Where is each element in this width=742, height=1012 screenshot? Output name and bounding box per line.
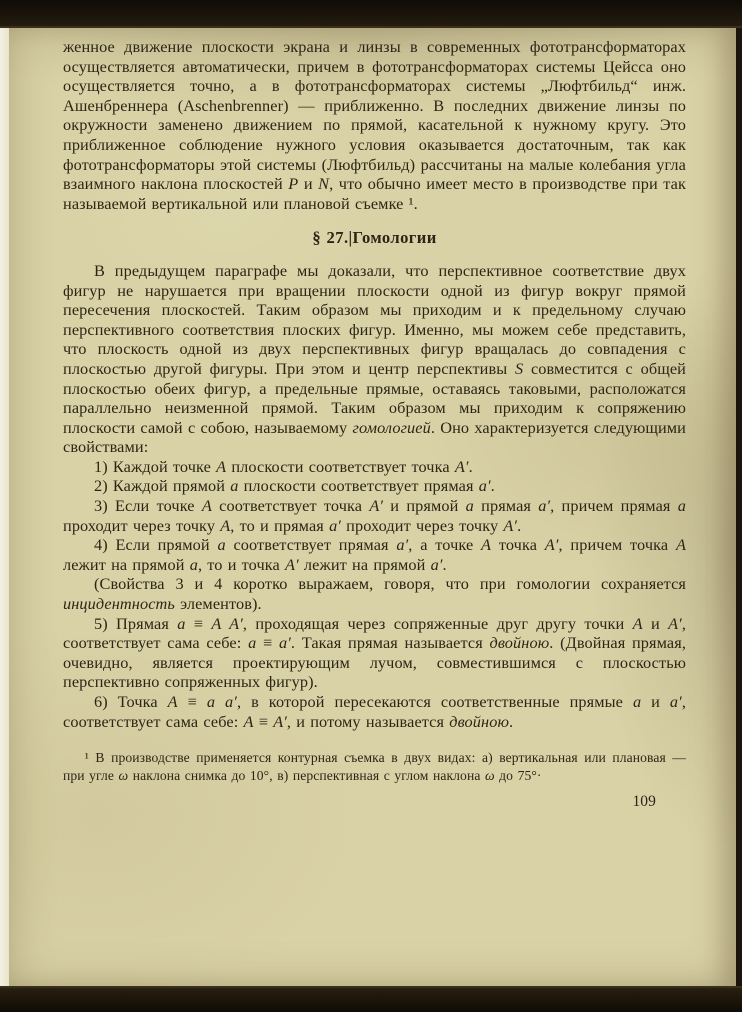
scan-edge-left [0,0,9,1012]
property-item-4: 4) Если прямой a соответствует прямая a′, а точке A точка A′, причем точка A лежит на прямой a, то и точка A′ лежит на прямой a′. [63,535,687,574]
paragraph-intro: В предыдущем параграфе мы доказали, что перспективное соответствие двух фигур не нарушается при вращении плоскости одной из фигур вокруг прямой пересечения плоскостей. Таким образом мы приходим и к предельному случаю перспективного соответствия плоских фигур. Именно, мы можем себе представить, что плоскость одной из двух перспективных фигур вращалась до совпадения с плоскостью другой фигуры. При этом и центр перспективы S совместится с общей плоскостью обеих фигур, а предельные прямые, оставаясь таковыми, расположатся параллельно неизменной прямой. Таким образом мы приходим к сопряжению плоскости самой с собою, называемому гомологией. Оно характеризуется следующими свойствами: [63,260,686,457]
scan-border-bottom [0,986,742,1012]
property-item-5: 5) Прямая a ≡ A A′, проходящая через сопряженные друг другу точки A и A′, соответствует сама себе: a ≡ a′. Такая прямая называется двойною. (Двойная прямая, очевидно, является проектирующим лучом, совместившимся с плоскостью перспективно сопряженных фигур). [63,613,687,692]
scan-border-top [0,0,742,28]
footnote: ¹ В производстве применяется контурная съемка в двух видах: а) вертикальная или плановая — при угле ω наклона снимка до 10°, в) перспективная с углом наклона ω до 75°· [63,750,686,783]
paragraph-continuation: женное движение плоскости экрана и линзы в современных фототрансформаторах осуществляется автоматически, причем в фототрансформаторах системы Цейсса оно осуществляется точно, а в фототрансформаторах системы „Люфтбильд“ инж. Ашенбреннера (Aschenbrenner) — приближенно. В последних движение линзы по окружности заменено движением по прямой, касательной к нужному кругу. Это приближенное соблюдение нужного условия оказывается достаточным, так как фототрансформаторы этой системы (Люфтбильд) рассчитаны на малые колебания угла взаимного наклона плоскостей P и N, что обычно имеет место в производстве при так называемой вертикальной или плановой съемке ¹. [63,37,686,213]
text-column [9,24,736,812]
property-item-6: 6) Точка A ≡ a a′, в которой пересекаются соответственные прямые a и a′, соответствует сама себе: A ≡ A′, и потому называется двойною. [63,692,686,731]
section-heading: § 27.|Гомологии [312,228,437,248]
property-item-2: 2) Каждой прямой a плоскости соответствует прямая a′. [93,476,495,496]
property-item-3: 3) Если точке A соответствует точка A′ и прямой a прямая a′, причем прямая a проходит через точку A, то и прямая a′ проходит через точку A′. [63,496,686,535]
page-number: 109 [632,793,656,811]
scan-edge-right [736,0,742,1012]
page-paper [9,24,736,990]
incidence-note: (Свойства 3 и 4 коротко выражаем, говоря, что при гомологии сохраняется инцидентность элементов). [63,574,686,614]
property-item-1: 1) Каждой точке A плоскости соответствует точка A′. [93,456,473,476]
